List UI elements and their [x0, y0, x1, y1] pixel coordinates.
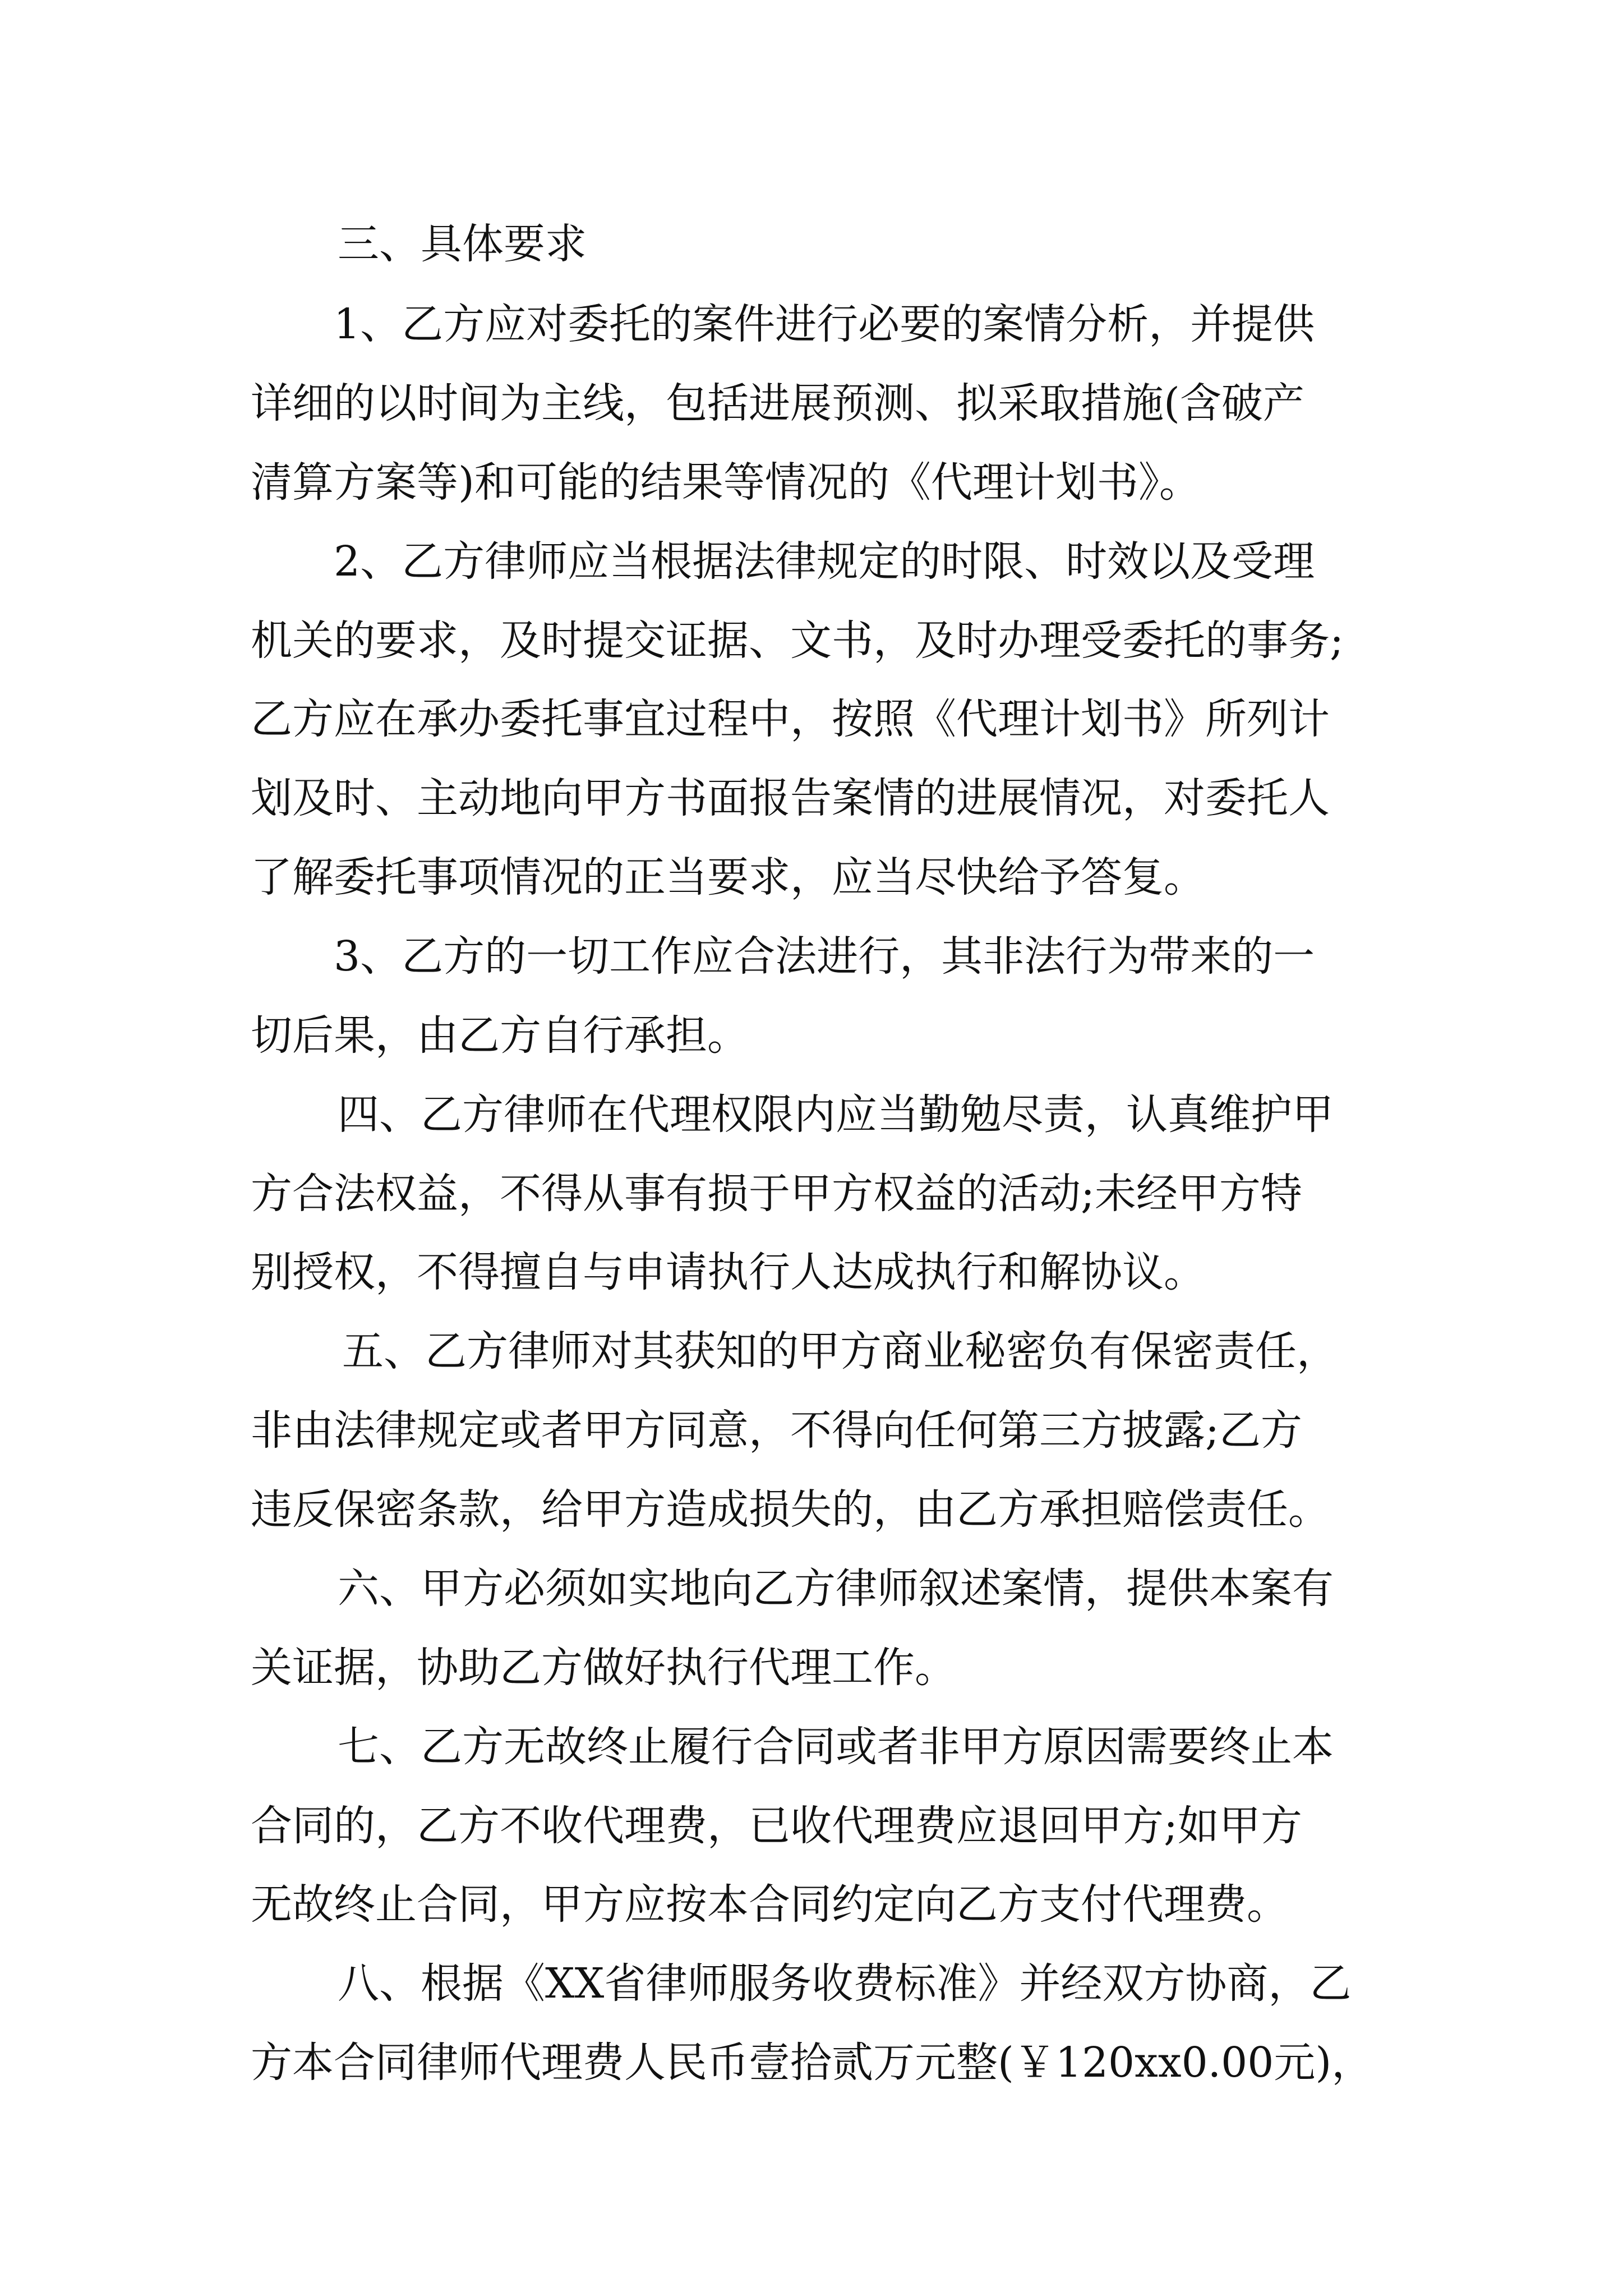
text-line: 清算方案等)和可能的结果等情况的《代理计划书》。 — [251, 458, 1201, 507]
text-line: 违反保密条款，给甲方造成损失的，由乙方承担赔偿责任。 — [251, 1485, 1330, 1534]
text-line: 关证据，协助乙方做好执行代理工作。 — [251, 1644, 956, 1692]
text-line: 八、根据《XX省律师服务收费标准》并经双方协商，乙 — [338, 1959, 1352, 2008]
text-line: 机关的要求，及时提交证据、文书，及时办理受委托的事务; — [251, 616, 1344, 665]
text-line: 方本合同律师代理费人民币壹拾贰万元整(￥120xx0.00元)， — [251, 2039, 1373, 2087]
text-line: 七、乙方无故终止履行合同或者非甲方原因需要终止本 — [338, 1723, 1334, 1771]
text-line: 六、甲方必须如实地向乙方律师叙述案情，提供本案有 — [338, 1565, 1334, 1613]
text-line: 别授权，不得擅自与申请执行人达成执行和解协议。 — [251, 1248, 1205, 1296]
text-line: 三、具体要求 — [338, 220, 587, 268]
text-line: 非由法律规定或者甲方同意，不得向任何第三方披露;乙方 — [251, 1406, 1302, 1455]
text-line: 划及时、主动地向甲方书面报告案情的进展情况，对委托人 — [251, 774, 1330, 822]
text-line: 五、乙方律师对其获知的甲方商业秘密负有保密责任， — [342, 1327, 1338, 1375]
text-line: 方合法权益，不得从事有损于甲方权益的活动;未经甲方特 — [251, 1170, 1302, 1218]
text-line: 乙方应在承办委托事宜过程中，按照《代理计划书》所列计 — [251, 695, 1330, 743]
text-line: 了解委托事项情况的正当要求，应当尽快给予答复。 — [251, 853, 1205, 901]
text-line: 切后果，由乙方自行承担。 — [251, 1011, 749, 1060]
text-line: 3、乙方的一切工作应合法进行，其非法行为带来的一 — [334, 932, 1315, 981]
text-line: 2、乙方律师应当根据法律规定的时限、时效以及受理 — [334, 537, 1315, 586]
text-line: 无故终止合同，甲方应按本合同约定向乙方支付代理费。 — [251, 1880, 1288, 1929]
text-line: 详细的以时间为主线，包括进展预测、拟采取措施(含破产 — [251, 379, 1304, 427]
text-line: 四、乙方律师在代理权限内应当勤勉尽责，认真维护甲 — [338, 1091, 1334, 1139]
text-line: 1、乙方应对委托的案件进行必要的案情分析，并提供 — [334, 300, 1315, 348]
text-line: 合同的，乙方不收代理费，已收代理费应退回甲方;如甲方 — [251, 1802, 1302, 1850]
